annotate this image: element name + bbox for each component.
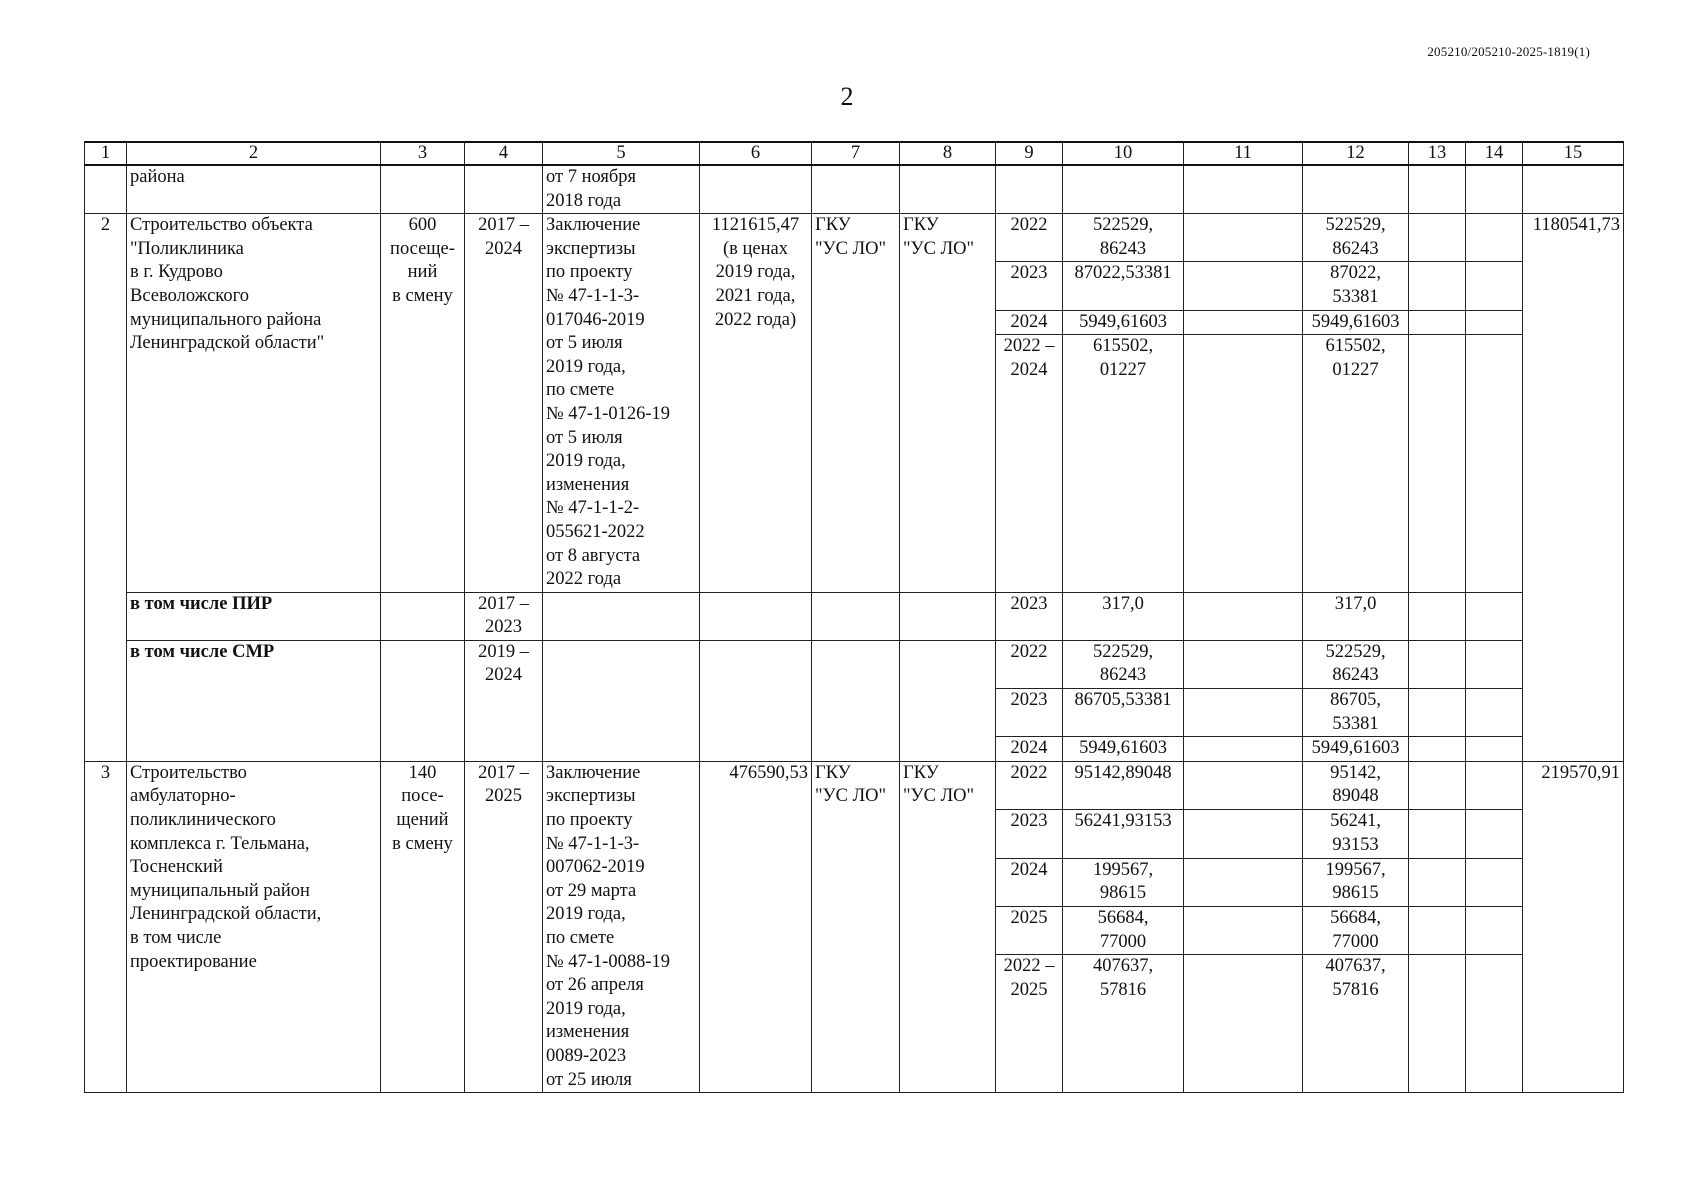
amount-cell: 95142,89048 xyxy=(1063,761,1184,809)
column-header: 2 xyxy=(127,142,381,165)
column-number-row xyxy=(85,142,1624,165)
expertise-cell: от 7 ноября 2018 года xyxy=(543,165,700,214)
customer-cell: ГКУ "УС ЛО" xyxy=(812,214,900,593)
amount-cell: 407637, 57816 xyxy=(1303,955,1409,1093)
object-name-cell: Строительство амбулаторно- поликлинического комплекса г. Тельмана, Тосненский муниципальный район Ленинградской области, в том числе проектирование xyxy=(127,761,381,1092)
amount-cell: 5949,61603 xyxy=(1303,310,1409,335)
object-name-cell: района xyxy=(127,165,381,214)
table-row xyxy=(85,592,1624,640)
amount-cell: 56241,93153 xyxy=(1063,810,1184,858)
period-cell: 2017 – 2025 xyxy=(465,761,543,1092)
continuation-row xyxy=(85,165,1624,214)
year-cell: 2023 xyxy=(996,810,1063,858)
table-row xyxy=(85,761,1624,809)
cost-cell: 1121615,47 (в ценах 2019 года, 2021 года, 2022 года) xyxy=(700,214,812,593)
page-number: 2 xyxy=(840,82,854,111)
year-cell: 2024 xyxy=(996,858,1063,906)
amount-cell: 615502, 01227 xyxy=(1303,335,1409,592)
period-cell: 2017 – 2023 xyxy=(465,592,543,640)
amount-cell: 199567, 98615 xyxy=(1303,858,1409,906)
amount-cell: 5949,61603 xyxy=(1303,737,1409,762)
expertise-cell: Заключение экспертизы по проекту № 47-1-1-3- 017046-2019 от 5 июля 2019 года, по смете № 47-1-0126-19 от 5 июля 2019 года, изменения № 47-1-1-2- 055621-2022 от 8 августа 2022 года xyxy=(543,214,700,593)
column-header: 6 xyxy=(700,142,812,165)
amount-cell: 522529, 86243 xyxy=(1303,640,1409,688)
year-cell: 2024 xyxy=(996,310,1063,335)
developer-cell: ГКУ "УС ЛО" xyxy=(900,214,996,593)
amount-cell: 317,0 xyxy=(1303,592,1409,640)
amount-cell: 56684, 77000 xyxy=(1063,907,1184,955)
capacity-cell: 600 посеще- ний в смену xyxy=(381,214,465,593)
expertise-cell: Заключение экспертизы по проекту № 47-1-1-3- 007062-2019 от 29 марта 2019 года, по смете № 47-1-0088-19 от 26 апреля 2019 года, изменения 0089-2023 от 25 июля xyxy=(543,761,700,1092)
cost-cell: 476590,53 xyxy=(700,761,812,1092)
capacity-cell: 140 посе- щений в смену xyxy=(381,761,465,1092)
year-cell: 2022 xyxy=(996,640,1063,688)
period-cell: 2017 – 2024 xyxy=(465,214,543,593)
column-header: 11 xyxy=(1184,142,1303,165)
year-cell: 2023 xyxy=(996,689,1063,737)
amount-cell: 199567, 98615 xyxy=(1063,858,1184,906)
amount-cell: 317,0 xyxy=(1063,592,1184,640)
amount-cell: 87022, 53381 xyxy=(1303,262,1409,310)
column-header: 13 xyxy=(1409,142,1466,165)
subitem-label: в том числе СМР xyxy=(127,640,381,761)
year-cell: 2022 – 2025 xyxy=(996,955,1063,1093)
amount-cell: 615502, 01227 xyxy=(1063,335,1184,592)
column-header: 8 xyxy=(900,142,996,165)
year-cell: 2022 xyxy=(996,761,1063,809)
subitem-label: в том числе ПИР xyxy=(127,592,381,640)
total-cell: 1180541,73 xyxy=(1523,214,1624,762)
amount-cell: 56684, 77000 xyxy=(1303,907,1409,955)
year-cell: 2022 xyxy=(996,214,1063,262)
amount-cell: 522529, 86243 xyxy=(1303,214,1409,262)
year-cell: 2024 xyxy=(996,737,1063,762)
amount-cell: 56241, 93153 xyxy=(1303,810,1409,858)
amount-cell: 87022,53381 xyxy=(1063,262,1184,310)
customer-cell: ГКУ "УС ЛО" xyxy=(812,761,900,1092)
column-header: 12 xyxy=(1303,142,1409,165)
amount-cell: 5949,61603 xyxy=(1063,310,1184,335)
column-header: 5 xyxy=(543,142,700,165)
column-header: 4 xyxy=(465,142,543,165)
amount-cell: 522529, 86243 xyxy=(1063,214,1184,262)
column-header: 1 xyxy=(85,142,127,165)
column-header: 7 xyxy=(812,142,900,165)
document-id: 205210/205210-2025-1819(1) xyxy=(1427,44,1590,59)
amount-cell: 407637, 57816 xyxy=(1063,955,1184,1093)
column-header: 10 xyxy=(1063,142,1184,165)
year-cell: 2023 xyxy=(996,262,1063,310)
developer-cell: ГКУ "УС ЛО" xyxy=(900,761,996,1092)
period-cell: 2019 – 2024 xyxy=(465,640,543,761)
amount-cell: 95142, 89048 xyxy=(1303,761,1409,809)
amount-cell: 522529, 86243 xyxy=(1063,640,1184,688)
table-row xyxy=(85,640,1624,688)
amount-cell: 5949,61603 xyxy=(1063,737,1184,762)
table-row xyxy=(85,214,1624,262)
column-header: 14 xyxy=(1466,142,1523,165)
object-name-cell: Строительство объекта "Поликлиника в г. Кудрово Всеволожского муниципального района Ленинградской области" xyxy=(127,214,381,593)
year-cell: 2022 – 2024 xyxy=(996,335,1063,592)
budget-table xyxy=(84,141,1624,1093)
total-cell: 219570,91 xyxy=(1523,761,1624,1092)
year-cell: 2023 xyxy=(996,592,1063,640)
column-header: 9 xyxy=(996,142,1063,165)
amount-cell: 86705, 53381 xyxy=(1303,689,1409,737)
year-cell: 2025 xyxy=(996,907,1063,955)
column-header: 3 xyxy=(381,142,465,165)
row-number: 2 xyxy=(85,214,127,762)
row-number: 3 xyxy=(85,761,127,1092)
amount-cell: 86705,53381 xyxy=(1063,689,1184,737)
column-header: 15 xyxy=(1523,142,1624,165)
